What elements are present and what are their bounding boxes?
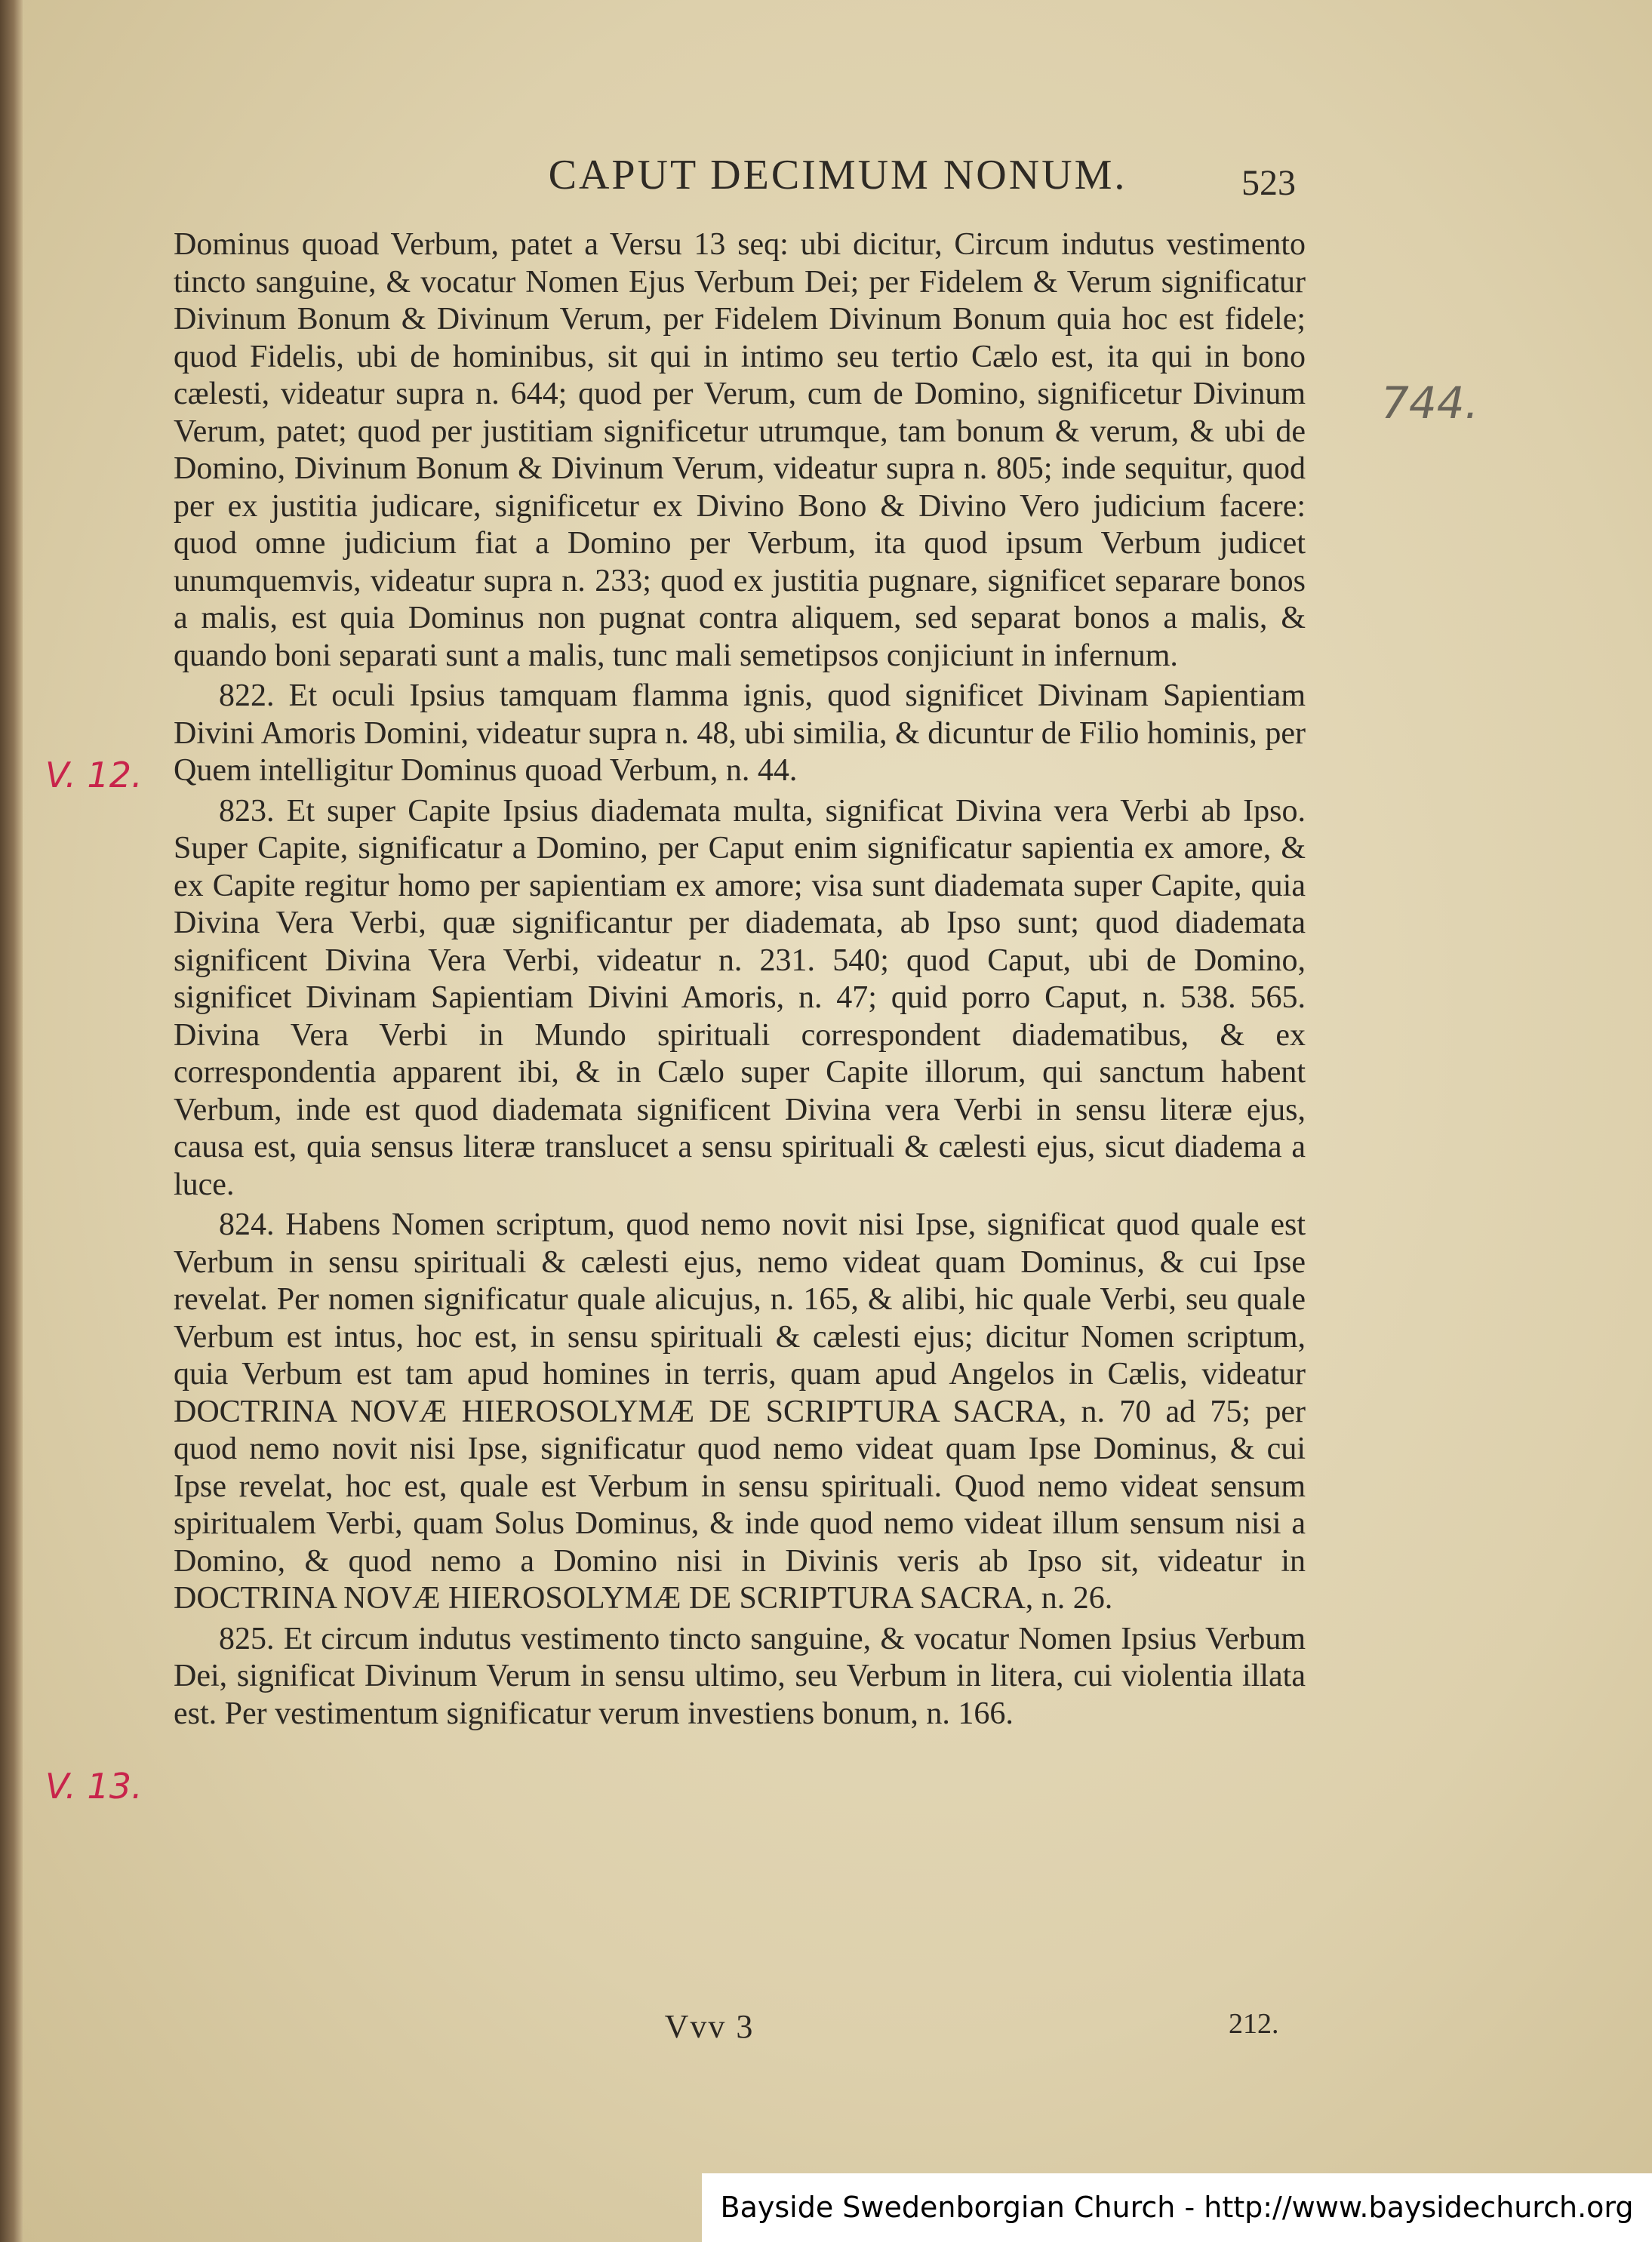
paragraph-825: 825. Et circum indutus vestimento tincto sanguine, & vocatur Nomen Ipsius Verbum Dei, significat Divinum Verum in sensu ultimo, seu Verbum in litera, cui violentia illata est. Per vestimentum significatur verum investiens bonum, n. 166. bbox=[174, 1621, 1306, 1731]
margin-annotation-v13: V. 13. bbox=[45, 1766, 143, 1807]
paragraph-824: 824. Habens Nomen scriptum, quod nemo novit nisi Ipse, significat quod quale est Verbum in sensu spirituali & cælesti ejus, nemo videat quam Dominus, & cui Ipse revelat. Per nomen significatur quale alicujus, n. 165, & alibi, hic quale Verbi, seu quale Verbum est intus, hoc est, in sensu spirituali & cælesti ejus; dicitur Nomen scriptum, quia Verbum est tam apud homines in terris, quam apud Angelos in Cælis, videatur DOCTRINA NOVÆ HIEROSOLYMÆ DE SCRIPTURA SACRA, n. 70 ad 75; per quod nemo novit nisi Ipse, significatur quod nemo videat quam Ipse Dominus, & cui Ipse revelat, hoc est, quale est Verbum in sensu spirituali. Quod nemo videat sensum spiritualem Verbi, quam Solus Dominus, & inde quod nemo videat illum sensum nisi a Domino, & quod nemo a Domino nisi in Divinis veris ab Ipso sit, videatur in DOCTRINA NOVÆ HIEROSOLYMÆ DE SCRIPTURA SACRA, n. 26. bbox=[174, 1207, 1306, 1616]
margin-annotation-v12: V. 12. bbox=[45, 755, 143, 795]
website-banner: Bayside Swedenborgian Church - http://www.baysidechurch.org bbox=[702, 2173, 1652, 2242]
paragraph-continuation: Dominus quoad Verbum, patet a Versu 13 seq: ubi dicitur, Circum indutus vestimento tincto sanguine, & vocatur Nomen Ejus Verbum Dei; per Fidelem & Verum significatur Divinum Bonum & Divinum Verum, per Fidelem Divinum Bonum quia hoc est fidele; quod Fidelis, ubi de hominibus, sit qui in intimo seu tertio Cælo est, ita qui in bono cælesti, videatur supra n. 644; quod per Verum, cum de Domino, significetur Divinum Verum, patet; quod per justitiam significetur utrumque, tam bonum & verum, & ubi de Domino, Divinum Bonum & Divinum Verum, videatur supra n. 805; inde sequitur, quod per ex justitia judicare, significetur ex Divino Bono & Divino Vero judicium facere: quod omne judicium fiat a Domino per Verbum, ita quod ipsum Verbum judicet unumquemvis, videatur supra n. 233; quod ex justitia pugnare, significet separare bonos a malis, est quia Dominus non pugnat contra aliquem, sed separat bonos a malis, & quando boni separati sunt a malis, tunc mali semetipsos conjiciunt in infernum. bbox=[174, 227, 1306, 673]
paragraph-822: 822. Et oculi Ipsius tamquam flamma ignis, quod significet Divinam Sapientiam Divini Amoris Domini, videatur supra n. 48, ubi similia, & dicuntur de Filio hominis, per Quem intelligitur Dominus quoad Verbum, n. 44. bbox=[174, 678, 1306, 788]
body-text bbox=[174, 226, 1306, 1733]
chapter-heading: CAPUT DECIMUM NONUM. bbox=[548, 152, 1127, 198]
book-spine-edge bbox=[0, 0, 23, 2242]
page-number: 523 bbox=[1241, 163, 1296, 203]
signature-mark: Vvv 3 bbox=[664, 2008, 755, 2045]
book-page bbox=[23, 0, 1652, 2242]
catchword: 212. bbox=[1229, 2008, 1279, 2040]
paragraph-823: 823. Et super Capite Ipsius diademata multa, significat Divina vera Verbi ab Ipso. Super Capite, significatur a Domino, per Caput enim significatur sapientia ex amore, & ex Capite regitur homo per sapientiam ex amore; visa sunt diademata super Capite, quia Divina Vera Verbi, quæ significantur per diademata, ab Ipso sunt; quod diademata significent Divina Vera Verbi, videatur n. 231. 540; quod Caput, ubi de Domino, significet Divinam Sapientiam Divini Amoris, n. 47; quid porro Caput, n. 538. 565. Divina Vera Verbi in Mundo spirituali correspondent diadematibus, & ex correspondentia apparent ibi, & in Cælo super Capite illorum, qui sanctum habent Verbum, inde est quod diademata significent Divina vera Verbi in sensu literæ ejus, causa est, quia sensus literæ translucet a sensu spirituali & cælesti ejus, sicut diadema a luce. bbox=[174, 793, 1306, 1202]
margin-annotation-744: 744. bbox=[1381, 377, 1479, 429]
